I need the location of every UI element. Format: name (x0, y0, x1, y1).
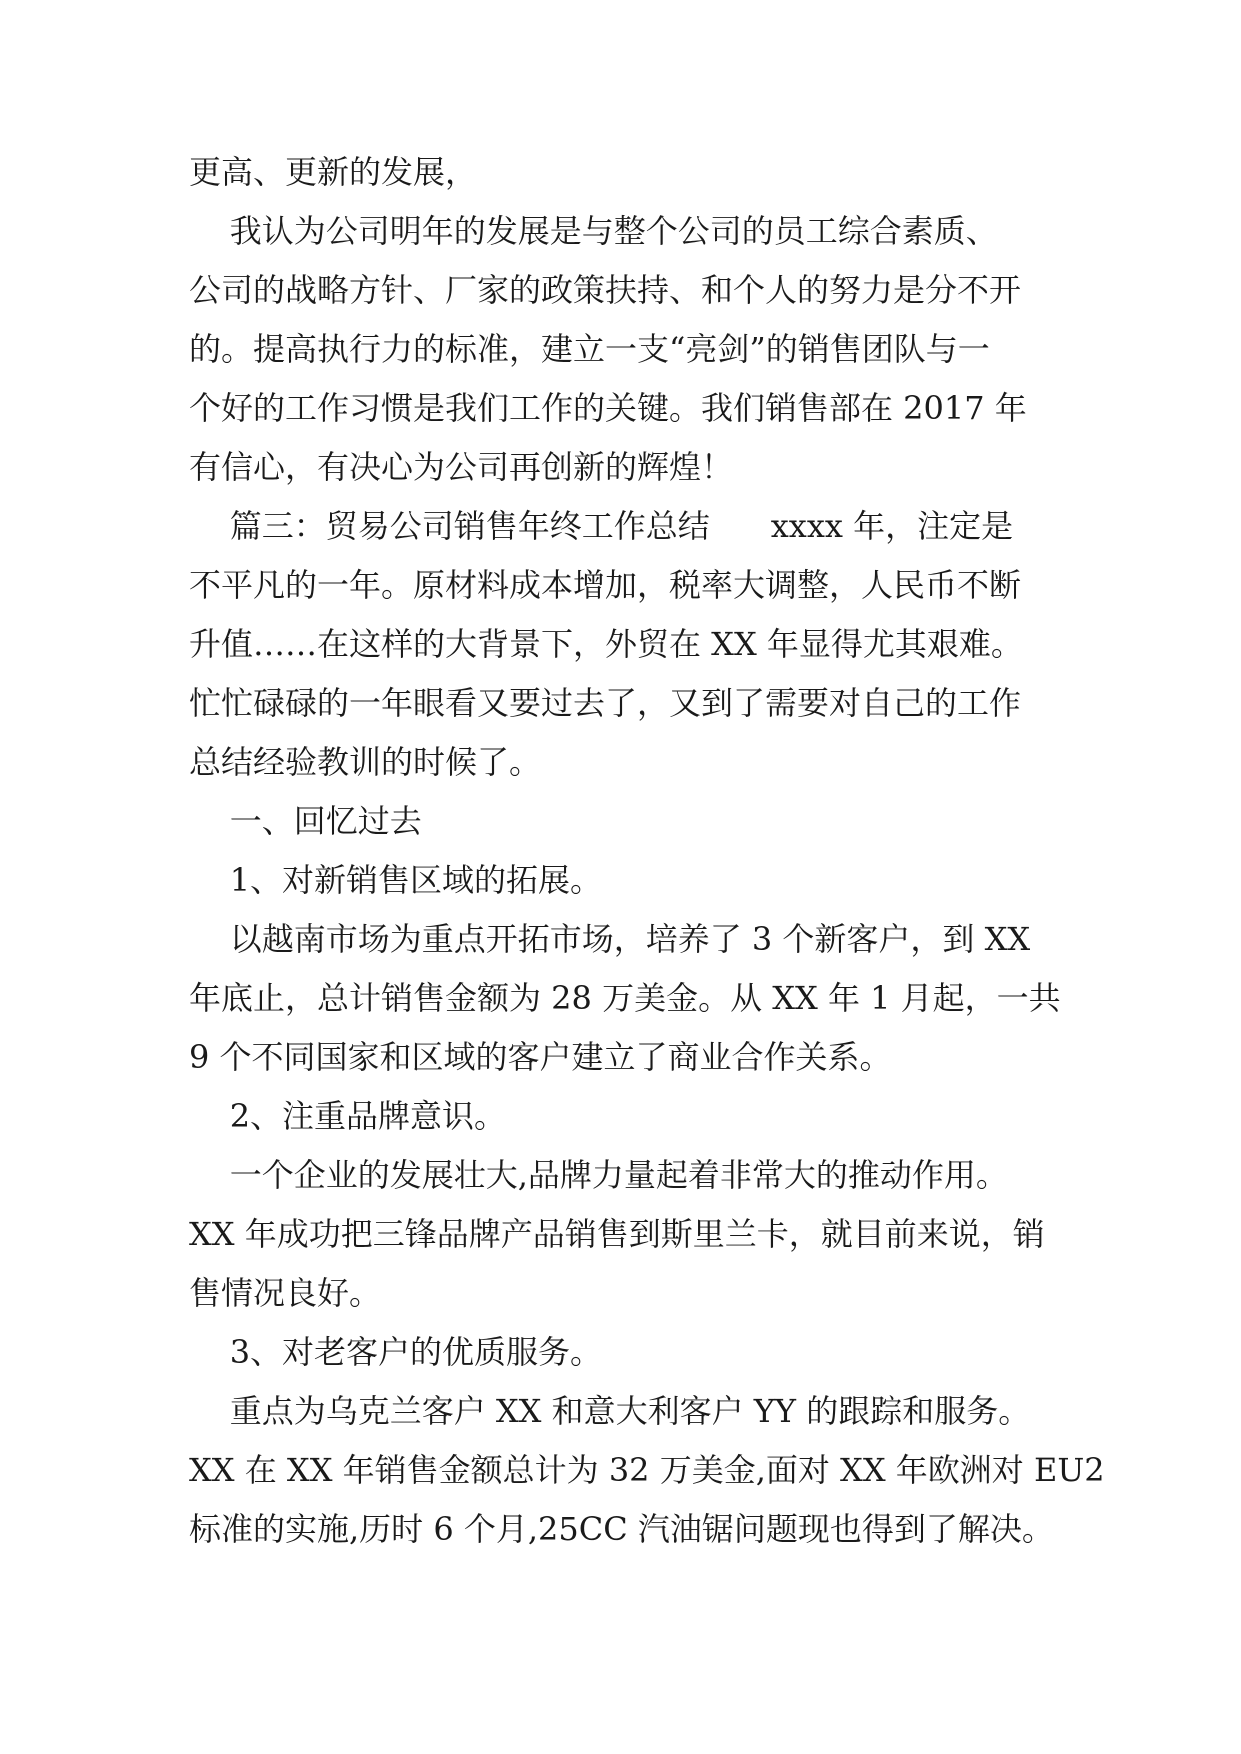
text-line: 售情况良好。 (189, 1274, 382, 1312)
text-line: 总结经验教训的时候了。 (189, 743, 542, 781)
text-line: 1、对新销售区域的拓展。 (189, 861, 603, 899)
text-line: 我认为公司明年的发展是与整个公司的员工综合素质、 (189, 212, 998, 250)
text-line: 公司的战略方针、厂家的政策扶持、和个人的努力是分不开 (189, 271, 1022, 309)
text-line: 有信心，有决心为公司再创新的辉煌！ (189, 448, 734, 486)
text-line: XX 年成功把三锋品牌产品销售到斯里兰卡，就目前来说，销 (189, 1215, 1045, 1253)
text-line: 重点为乌克兰客户 XX 和意大利客户 YY 的跟踪和服务。 (189, 1392, 1031, 1430)
text-line: 升值……在这样的大背景下，外贸在 XX 年显得尤其艰难。 (189, 625, 1023, 663)
text-line: 标准的实施,历时 6 个月,25CC 汽油锯问题现也得到了解决。 (189, 1510, 1054, 1548)
text-line: 年底止，总计销售金额为 28 万美金。从 XX 年 1 月起，一共 (189, 979, 1061, 1017)
text-line: XX 在 XX 年销售金额总计为 32 万美金,面对 XX 年欧洲对 EU2 (189, 1451, 1105, 1489)
text-line: 忙忙碌碌的一年眼看又要过去了，又到了需要对自己的工作 (189, 684, 1022, 722)
text-line: 一、回忆过去 (189, 802, 422, 840)
text-line: 不平凡的一年。原材料成本增加，税率大调整，人民币不断 (189, 566, 1022, 604)
text-line: 一个企业的发展壮大,品牌力量起着非常大的推动作用。 (189, 1156, 1008, 1194)
text-line: 3、对老客户的优质服务。 (189, 1333, 603, 1371)
text-line: 9 个不同国家和区域的客户建立了商业合作关系。 (189, 1038, 892, 1076)
text-line: 2、注重品牌意识。 (189, 1097, 507, 1135)
text-line: 以越南市场为重点开拓市场，培养了 3 个新客户，到 XX (189, 920, 1031, 958)
text-line: 的。提高执行力的标准，建立一支“亮剑”的销售团队与一 (189, 330, 990, 368)
text-line: 个好的工作习惯是我们工作的关键。我们销售部在 2017 年 (189, 389, 1027, 427)
text-line: 更高、更新的发展， (189, 153, 478, 191)
text-line: 篇三：贸易公司销售年终工作总结 xxxx 年，注定是 (189, 507, 1014, 545)
